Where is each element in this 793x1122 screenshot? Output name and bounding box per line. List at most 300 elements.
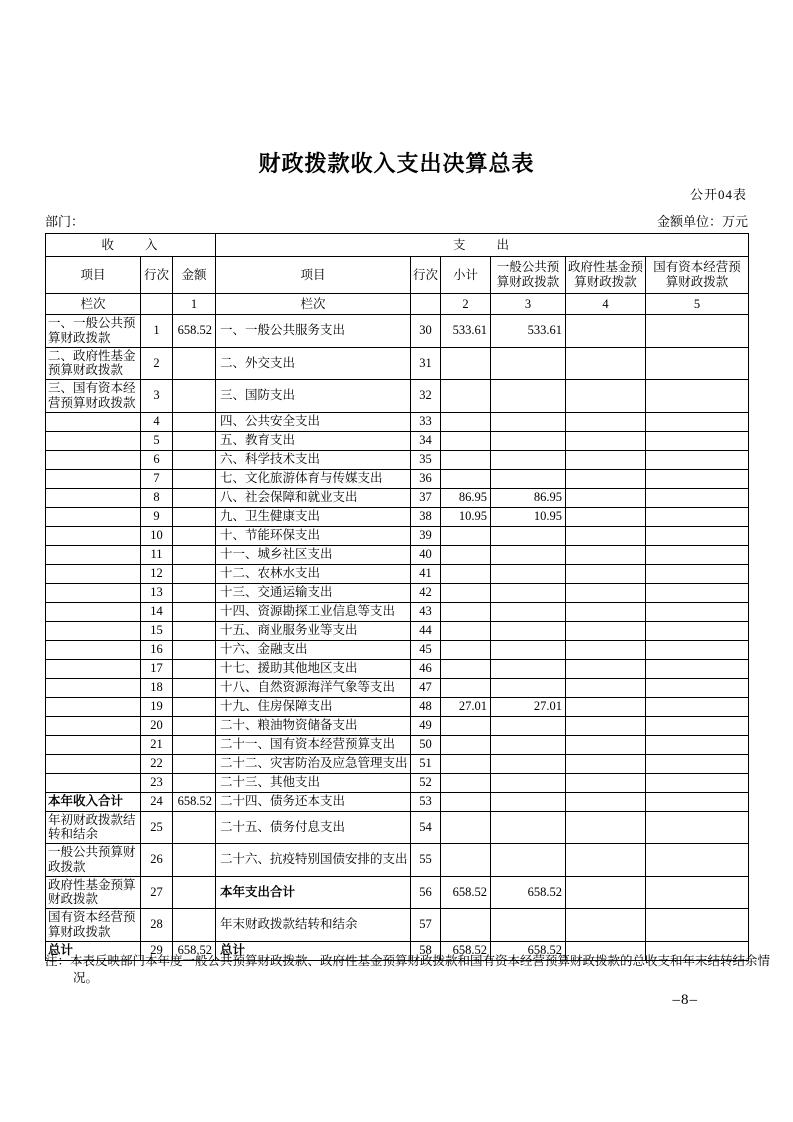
income-amount-cell: [173, 431, 216, 450]
income-amount-cell: [173, 526, 216, 545]
expense-item-cell: 十、节能环保支出: [216, 526, 411, 545]
income-amount-cell: 658.52: [173, 941, 216, 960]
income-item-cell: [46, 659, 141, 678]
expense-subtotal-cell: 27.01: [441, 697, 491, 716]
income-line-cell: 18: [141, 678, 173, 697]
income-item-cell: [46, 564, 141, 583]
table-row: [46, 507, 749, 526]
income-line-header: 行次: [141, 257, 173, 294]
expense-line-cell: 32: [411, 380, 441, 413]
expense-state-capital-cell: [646, 431, 749, 450]
income-section-header: 收 入: [46, 234, 216, 257]
income-item-cell: 二、政府性基金预算财政拨款: [46, 347, 141, 380]
expense-general-budget-cell: [491, 602, 566, 621]
table-row: [46, 545, 749, 564]
income-lanci-blank: [141, 294, 173, 315]
expense-govt-fund-cell: [566, 380, 646, 413]
expense-general-budget-cell: [491, 412, 566, 431]
expense-col-2: 2: [441, 294, 491, 315]
expense-subtotal-cell: [441, 678, 491, 697]
income-item-cell: [46, 678, 141, 697]
expense-govt-fund-cell: [566, 844, 646, 877]
expense-subtotal-cell: [441, 526, 491, 545]
expense-govt-fund-cell: [566, 412, 646, 431]
table-row: [46, 469, 749, 488]
expense-line-cell: 44: [411, 621, 441, 640]
expense-subtotal-cell: 533.61: [441, 315, 491, 348]
income-line-cell: 3: [141, 380, 173, 413]
income-item-cell: [46, 754, 141, 773]
expense-general-budget-cell: [491, 621, 566, 640]
expense-subtotal-cell: [441, 811, 491, 844]
expense-general-budget-cell: [491, 526, 566, 545]
expense-line-cell: 38: [411, 507, 441, 526]
expense-general-budget-cell: [491, 909, 566, 942]
expense-item-cell: 二十四、债务还本支出: [216, 792, 411, 811]
income-item-cell: 总计: [46, 941, 141, 960]
expense-state-capital-header: 国有资本经营预算财政拨款: [646, 257, 749, 294]
expense-general-budget-cell: [491, 773, 566, 792]
table-row: [46, 315, 749, 348]
expense-general-budget-cell: [491, 811, 566, 844]
expense-line-cell: 54: [411, 811, 441, 844]
income-item-cell: 本年收入合计: [46, 792, 141, 811]
income-amount-cell: 658.52: [173, 315, 216, 348]
expense-state-capital-cell: [646, 876, 749, 909]
expense-govt-fund-cell: [566, 640, 646, 659]
expense-state-capital-cell: [646, 811, 749, 844]
expense-item-cell: 十六、金融支出: [216, 640, 411, 659]
expense-state-capital-cell: [646, 469, 749, 488]
expense-general-budget-cell: [491, 583, 566, 602]
income-item-cell: [46, 602, 141, 621]
income-line-cell: 1: [141, 315, 173, 348]
expense-item-cell: 二十三、其他支出: [216, 773, 411, 792]
expense-line-cell: 34: [411, 431, 441, 450]
income-line-cell: 28: [141, 909, 173, 942]
expense-section-header: 支 出: [216, 234, 749, 257]
table-row: [46, 735, 749, 754]
income-amount-cell: [173, 773, 216, 792]
expense-line-cell: 53: [411, 792, 441, 811]
expense-state-capital-cell: [646, 347, 749, 380]
expense-general-budget-cell: [491, 640, 566, 659]
income-line-cell: 11: [141, 545, 173, 564]
income-item-cell: [46, 697, 141, 716]
expense-item-cell: 十七、援助其他地区支出: [216, 659, 411, 678]
expense-subtotal-cell: 86.95: [441, 488, 491, 507]
income-item-cell: [46, 716, 141, 735]
expense-col-4: 4: [566, 294, 646, 315]
expense-govt-fund-cell: [566, 602, 646, 621]
expense-govt-fund-cell: [566, 678, 646, 697]
expense-subtotal-cell: [441, 640, 491, 659]
expense-govt-fund-cell: [566, 659, 646, 678]
income-line-cell: 21: [141, 735, 173, 754]
table-row: [46, 488, 749, 507]
income-line-cell: 5: [141, 431, 173, 450]
income-line-cell: 20: [141, 716, 173, 735]
expense-line-cell: 37: [411, 488, 441, 507]
column-index-row: [46, 294, 749, 315]
income-line-cell: 13: [141, 583, 173, 602]
table-row: [46, 380, 749, 413]
expense-state-capital-cell: [646, 659, 749, 678]
expense-state-capital-cell: [646, 716, 749, 735]
expense-line-cell: 52: [411, 773, 441, 792]
expense-item-cell: 十九、住房保障支出: [216, 697, 411, 716]
expense-subtotal-cell: [441, 431, 491, 450]
income-item-cell: 政府性基金预算财政拨款: [46, 876, 141, 909]
expense-subtotal-cell: [441, 792, 491, 811]
expense-state-capital-cell: [646, 909, 749, 942]
expense-state-capital-cell: [646, 315, 749, 348]
income-amount-cell: [173, 450, 216, 469]
income-line-cell: 6: [141, 450, 173, 469]
income-item-cell: [46, 640, 141, 659]
expense-subtotal-cell: [441, 716, 491, 735]
expense-line-cell: 31: [411, 347, 441, 380]
expense-line-cell: 58: [411, 941, 441, 960]
table-row: [46, 621, 749, 640]
income-amount-cell: [173, 583, 216, 602]
income-line-cell: 26: [141, 844, 173, 877]
income-line-cell: 27: [141, 876, 173, 909]
expense-item-cell: 二、外交支出: [216, 347, 411, 380]
table-row: [46, 412, 749, 431]
expense-general-budget-cell: 658.52: [491, 941, 566, 960]
expense-line-cell: 47: [411, 678, 441, 697]
table-number-label: 公开04表: [689, 187, 747, 202]
expense-general-budget-cell: [491, 450, 566, 469]
expense-item-cell: 一、一般公共服务支出: [216, 315, 411, 348]
expense-subtotal-cell: 10.95: [441, 507, 491, 526]
expense-item-cell: 十二、农林水支出: [216, 564, 411, 583]
expense-line-cell: 41: [411, 564, 441, 583]
table-row: [46, 754, 749, 773]
expense-general-budget-cell: [491, 431, 566, 450]
expense-state-capital-cell: [646, 792, 749, 811]
income-item-cell: [46, 488, 141, 507]
income-lanci-label: 栏次: [46, 294, 141, 315]
expense-subtotal-cell: [441, 909, 491, 942]
expense-line-cell: 51: [411, 754, 441, 773]
expense-state-capital-cell: [646, 583, 749, 602]
expense-govt-fund-header: 政府性基金预算财政拨款: [566, 257, 646, 294]
income-line-cell: 7: [141, 469, 173, 488]
expense-general-budget-cell: [491, 659, 566, 678]
expense-govt-fund-cell: [566, 507, 646, 526]
meta-row: [45, 211, 748, 230]
expense-govt-fund-cell: [566, 716, 646, 735]
income-amount-cell: [173, 507, 216, 526]
page-number: –8–: [672, 992, 698, 1008]
income-line-cell: 10: [141, 526, 173, 545]
expense-item-cell: 二十一、国有资本经营预算支出: [216, 735, 411, 754]
income-line-cell: 29: [141, 941, 173, 960]
expense-col-5: 5: [646, 294, 749, 315]
expense-subtotal-cell: [441, 659, 491, 678]
expense-general-budget-cell: 533.61: [491, 315, 566, 348]
expense-subtotal-cell: [441, 583, 491, 602]
expense-item-cell: 八、社会保障和就业支出: [216, 488, 411, 507]
table-row: [46, 773, 749, 792]
expense-subtotal-header: 小计: [441, 257, 491, 294]
income-line-cell: 4: [141, 412, 173, 431]
income-item-cell: [46, 545, 141, 564]
income-amount-cell: [173, 754, 216, 773]
page-title: 财政拨款收入支出决算总表: [258, 151, 535, 176]
expense-general-budget-cell: [491, 716, 566, 735]
expense-col-3: 3: [491, 294, 566, 315]
expense-govt-fund-cell: [566, 469, 646, 488]
income-col-1: 1: [173, 294, 216, 315]
expense-item-cell: 三、国防支出: [216, 380, 411, 413]
expense-state-capital-cell: [646, 488, 749, 507]
income-amount-cell: [173, 545, 216, 564]
expense-general-budget-cell: [491, 347, 566, 380]
expense-govt-fund-cell: [566, 450, 646, 469]
expense-govt-fund-cell: [566, 621, 646, 640]
table-row: [46, 811, 749, 844]
expense-subtotal-cell: [441, 347, 491, 380]
table-row: [46, 909, 749, 942]
expense-line-cell: 56: [411, 876, 441, 909]
expense-line-cell: 30: [411, 315, 441, 348]
expense-general-budget-header: 一般公共预算财政拨款: [491, 257, 566, 294]
table-row: [46, 602, 749, 621]
expense-state-capital-cell: [646, 844, 749, 877]
expense-subtotal-cell: 658.52: [441, 941, 491, 960]
expense-state-capital-cell: [646, 678, 749, 697]
expense-subtotal-cell: [441, 450, 491, 469]
expense-state-capital-cell: [646, 754, 749, 773]
income-line-cell: 24: [141, 792, 173, 811]
income-item-cell: [46, 526, 141, 545]
expense-state-capital-cell: [646, 545, 749, 564]
income-amount-cell: [173, 640, 216, 659]
income-item-cell: [46, 735, 141, 754]
expense-govt-fund-cell: [566, 564, 646, 583]
expense-general-budget-cell: 658.52: [491, 876, 566, 909]
income-item-cell: 国有资本经营预算财政拨款: [46, 909, 141, 942]
income-amount-cell: [173, 716, 216, 735]
income-amount-cell: [173, 735, 216, 754]
table-row: [46, 678, 749, 697]
expense-item-cell: 七、文化旅游体育与传媒支出: [216, 469, 411, 488]
expense-subtotal-cell: [441, 621, 491, 640]
expense-state-capital-cell: [646, 507, 749, 526]
expense-state-capital-cell: [646, 735, 749, 754]
expense-govt-fund-cell: [566, 545, 646, 564]
department-label: 部门：: [45, 214, 85, 229]
income-line-cell: 22: [141, 754, 173, 773]
expense-subtotal-cell: 658.52: [441, 876, 491, 909]
expense-state-capital-cell: [646, 621, 749, 640]
income-line-cell: 14: [141, 602, 173, 621]
income-item-cell: [46, 583, 141, 602]
table-row: [46, 640, 749, 659]
income-line-cell: 15: [141, 621, 173, 640]
income-amount-cell: [173, 621, 216, 640]
expense-line-cell: 43: [411, 602, 441, 621]
expense-govt-fund-cell: [566, 876, 646, 909]
expense-state-capital-cell: [646, 526, 749, 545]
expense-state-capital-cell: [646, 773, 749, 792]
expense-subtotal-cell: [441, 754, 491, 773]
expense-line-header: 行次: [411, 257, 441, 294]
expense-govt-fund-cell: [566, 488, 646, 507]
income-item-cell: [46, 773, 141, 792]
income-item-cell: [46, 412, 141, 431]
expense-govt-fund-cell: [566, 431, 646, 450]
income-amount-header: 金额: [173, 257, 216, 294]
expense-govt-fund-cell: [566, 909, 646, 942]
income-line-cell: 17: [141, 659, 173, 678]
expense-state-capital-cell: [646, 380, 749, 413]
table-row: [46, 697, 749, 716]
income-item-cell: 年初财政拨款结转和结余: [46, 811, 141, 844]
income-line-cell: 23: [141, 773, 173, 792]
expense-general-budget-cell: [491, 678, 566, 697]
expense-general-budget-cell: [491, 380, 566, 413]
income-line-cell: 9: [141, 507, 173, 526]
column-header-row: [46, 257, 749, 294]
table-row: [46, 347, 749, 380]
footnote: 注：本表反映部门本年度一般公共预算财政拨款、政府性基金预算财政拨款和国有资本经营预算财政拨款的总收支和年末结转结余情况。: [45, 954, 771, 985]
unit-label: 金额单位：万元: [656, 214, 748, 229]
income-line-cell: 19: [141, 697, 173, 716]
expense-item-cell: 六、科学技术支出: [216, 450, 411, 469]
expense-subtotal-cell: [441, 469, 491, 488]
expense-line-cell: 48: [411, 697, 441, 716]
section-header-row: [46, 234, 749, 257]
expense-item-cell: 四、公共安全支出: [216, 412, 411, 431]
expense-subtotal-cell: [441, 545, 491, 564]
income-item-header: 项目: [46, 257, 141, 294]
income-item-cell: [46, 450, 141, 469]
table-row: [46, 716, 749, 735]
expense-govt-fund-cell: [566, 347, 646, 380]
income-amount-cell: [173, 678, 216, 697]
expense-govt-fund-cell: [566, 754, 646, 773]
expense-general-budget-cell: [491, 792, 566, 811]
expense-general-budget-cell: [491, 469, 566, 488]
expense-general-budget-cell: 10.95: [491, 507, 566, 526]
expense-general-budget-cell: 27.01: [491, 697, 566, 716]
table-row: [46, 844, 749, 877]
expense-item-cell: 十三、交通运输支出: [216, 583, 411, 602]
income-amount-cell: [173, 876, 216, 909]
expense-item-cell: 本年支出合计: [216, 876, 411, 909]
expense-item-cell: 九、卫生健康支出: [216, 507, 411, 526]
expense-state-capital-cell: [646, 450, 749, 469]
expense-govt-fund-cell: [566, 792, 646, 811]
expense-item-cell: 十五、商业服务业等支出: [216, 621, 411, 640]
table-row: [46, 431, 749, 450]
expense-line-cell: 57: [411, 909, 441, 942]
expense-item-cell: 十八、自然资源海洋气象等支出: [216, 678, 411, 697]
table-row: [46, 792, 749, 811]
income-amount-cell: [173, 412, 216, 431]
income-line-cell: 2: [141, 347, 173, 380]
income-amount-cell: [173, 659, 216, 678]
income-amount-cell: [173, 564, 216, 583]
expense-subtotal-cell: [441, 735, 491, 754]
expense-govt-fund-cell: [566, 526, 646, 545]
income-line-cell: 25: [141, 811, 173, 844]
income-item-cell: 一般公共预算财政拨款: [46, 844, 141, 877]
expense-line-cell: 40: [411, 545, 441, 564]
expense-state-capital-cell: [646, 697, 749, 716]
income-item-cell: 三、国有资本经营预算财政拨款: [46, 380, 141, 413]
table-row: [46, 659, 749, 678]
income-item-cell: [46, 621, 141, 640]
income-amount-cell: [173, 844, 216, 877]
expense-item-cell: 总计: [216, 941, 411, 960]
expense-subtotal-cell: [441, 773, 491, 792]
expense-govt-fund-cell: [566, 773, 646, 792]
expense-state-capital-cell: [646, 640, 749, 659]
expense-govt-fund-cell: [566, 811, 646, 844]
expense-line-cell: 45: [411, 640, 441, 659]
expense-govt-fund-cell: [566, 697, 646, 716]
expense-subtotal-cell: [441, 380, 491, 413]
expense-general-budget-cell: [491, 735, 566, 754]
expense-general-budget-cell: [491, 844, 566, 877]
expense-line-cell: 33: [411, 412, 441, 431]
expense-item-cell: 二十五、债务付息支出: [216, 811, 411, 844]
income-amount-cell: 658.52: [173, 792, 216, 811]
expense-line-cell: 50: [411, 735, 441, 754]
income-amount-cell: [173, 469, 216, 488]
expense-line-cell: 55: [411, 844, 441, 877]
table-row: [46, 564, 749, 583]
expense-general-budget-cell: [491, 564, 566, 583]
income-amount-cell: [173, 811, 216, 844]
expense-item-cell: 十一、城乡社区支出: [216, 545, 411, 564]
income-amount-cell: [173, 909, 216, 942]
expense-line-cell: 36: [411, 469, 441, 488]
expense-state-capital-cell: [646, 412, 749, 431]
expense-item-cell: 五、教育支出: [216, 431, 411, 450]
expense-item-cell: 二十六、抗疫特别国债安排的支出: [216, 844, 411, 877]
income-amount-cell: [173, 697, 216, 716]
expense-item-cell: 十四、资源勘探工业信息等支出: [216, 602, 411, 621]
income-line-cell: 16: [141, 640, 173, 659]
income-amount-cell: [173, 488, 216, 507]
table-row: [46, 583, 749, 602]
expense-line-cell: 46: [411, 659, 441, 678]
income-item-cell: [46, 469, 141, 488]
table-row: [46, 526, 749, 545]
expense-govt-fund-cell: [566, 735, 646, 754]
income-line-cell: 12: [141, 564, 173, 583]
expense-govt-fund-cell: [566, 315, 646, 348]
income-amount-cell: [173, 380, 216, 413]
income-item-cell: 一、一般公共预算财政拨款: [46, 315, 141, 348]
income-amount-cell: [173, 602, 216, 621]
expense-line-cell: 39: [411, 526, 441, 545]
expense-general-budget-cell: [491, 754, 566, 773]
expense-item-cell: 二十、粮油物资储备支出: [216, 716, 411, 735]
income-line-cell: 8: [141, 488, 173, 507]
expense-line-cell: 49: [411, 716, 441, 735]
table-row: [46, 876, 749, 909]
expense-state-capital-cell: [646, 564, 749, 583]
expense-line-cell: 35: [411, 450, 441, 469]
expense-general-budget-cell: 86.95: [491, 488, 566, 507]
